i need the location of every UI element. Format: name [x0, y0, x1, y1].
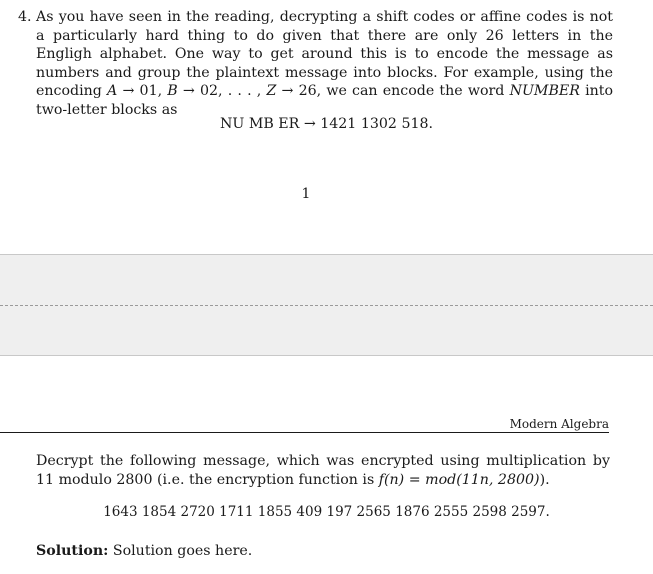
page-number: 1: [301, 186, 311, 202]
header-rule: [0, 432, 609, 433]
running-header: Modern Algebra: [509, 417, 609, 431]
letter-a: A: [107, 83, 118, 100]
arrow-a: →: [122, 83, 135, 100]
problem-4: [18, 8, 613, 120]
decrypt-instructions: [36, 452, 610, 489]
encryption-function: f(n) = mod(11n, 2800): [378, 471, 540, 488]
encoding-example: NU MB ER → 1421 1302 518.: [219, 116, 434, 132]
solution-label: Solution:: [36, 543, 109, 559]
code-a: 01,: [134, 83, 168, 100]
letter-b: B: [167, 83, 178, 100]
page-one: [0, 0, 653, 254]
code-z: 26, we can encode the word: [293, 83, 510, 100]
page-break: [0, 254, 653, 356]
instructions-text-1: Decrypt the following message, which was encrypted using multiplication by 11 modulo 2800 (i.e. the encryption function is: [36, 453, 610, 488]
problem-text-1: As you have seen in the reading, decrypting a shift codes or affine codes is not a particularly hard thing to do given that there are only 26 letters in the Engligh alphabet. One way to get around this is to encode the message as numbers and group the plaintext message into blocks. For example, using the encoding: [36, 9, 613, 100]
code-b: 02, . . . ,: [194, 83, 267, 100]
example-word: NUMBER: [509, 83, 580, 100]
arrow-b: →: [182, 83, 195, 100]
problem-number: 4.: [18, 9, 32, 25]
instructions-text-2: ).: [539, 471, 550, 488]
solution-text: Solution goes here.: [108, 543, 253, 559]
ciphertext: 1643 1854 2720 1711 1855 409 197 2565 1876 2555 2598 2597.: [103, 504, 550, 520]
problem-text-2: into two-letter blocks as: [36, 83, 614, 118]
problem-statement: [36, 8, 613, 120]
arrow-z: →: [281, 83, 294, 100]
letter-z: Z: [266, 83, 277, 100]
solution-line: [36, 543, 252, 559]
page-break-dashed-line: [0, 305, 653, 306]
